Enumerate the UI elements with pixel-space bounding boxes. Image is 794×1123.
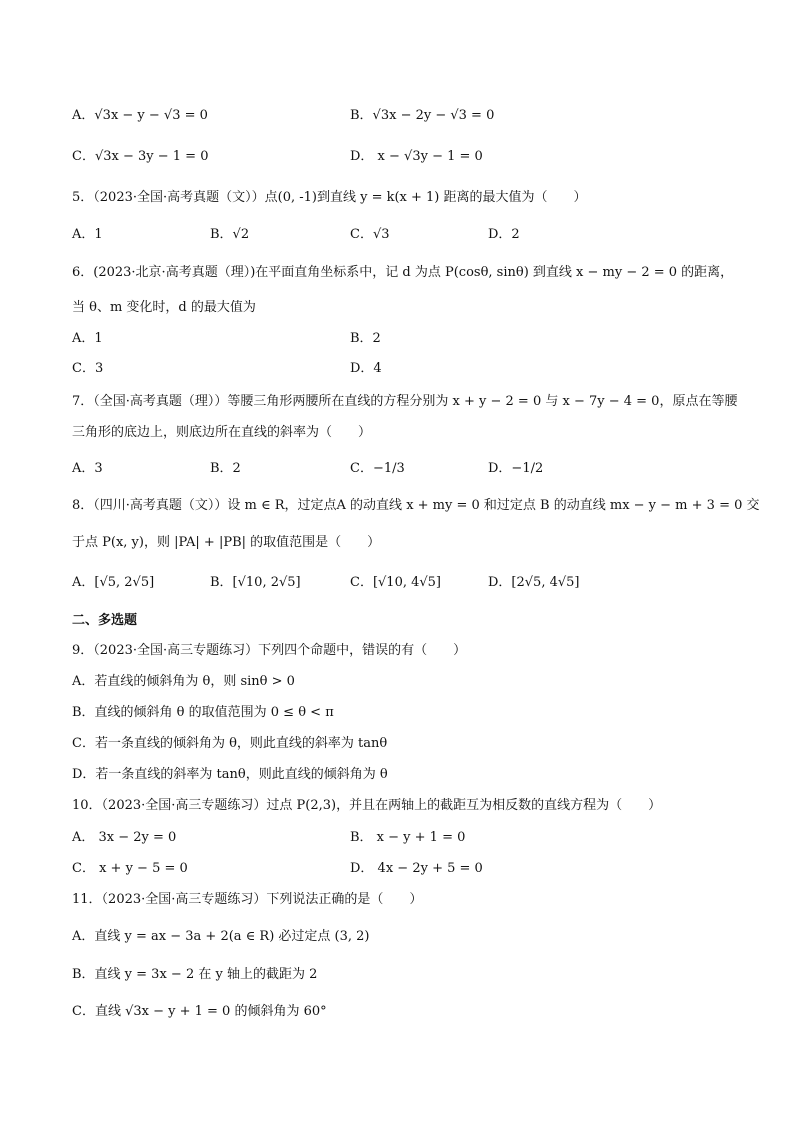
q5-option-d: D．2 — [488, 227, 520, 242]
q10-option-b: B． x − y + 1 = 0 — [350, 830, 466, 845]
q7-stem-line2: 三角形的底边上，则底边所在直线的斜率为（ ） — [72, 425, 372, 440]
q9-option-a: A．若直线的倾斜角为 θ，则 sinθ > 0 — [72, 674, 295, 689]
q10-stem: 10．（2023·全国·高三专题练习）过点 P(2,3)，并且在两轴上的截距互为相反数的直线方程为（ ） — [72, 798, 662, 813]
q6-option-c: C．3 — [72, 361, 104, 376]
q6-stem-line1: 6．(2023·北京·高考真题（理）)在平面直角坐标系中，记 d 为点 P(cosθ, sinθ) 到直线 x − my − 2 = 0 的距离， — [72, 265, 734, 280]
q11-stem: 11．（2023·全国·高三专题练习）下列说法正确的是（ ） — [72, 892, 423, 907]
q8-stem-line2: 于点 P(x, y)，则 |PA| + |PB| 的取值范围是（ ） — [72, 535, 381, 550]
q6-option-b: B．2 — [350, 331, 381, 346]
q5-stem: 5．（2023·全国·高考真题（文））点(0, -1)到直线 y = k(x + 1) 距离的最大值为（ ） — [72, 190, 587, 205]
q9-stem: 9．（2023·全国·高三专题练习）下列四个命题中，错误的有（ ） — [72, 643, 467, 658]
q8-option-d: D．[2√5, 4√5] — [488, 575, 580, 590]
q8-option-c: C．[√10, 4√5] — [350, 575, 442, 590]
q11-option-a: A．直线 y = ax − 3a + 2(a ∈ R) 必过定点 (3, 2) — [72, 929, 370, 944]
q4-option-b: B．√3x − 2y − √3 = 0 — [350, 108, 495, 123]
q4-option-d: D． x − √3y − 1 = 0 — [350, 149, 483, 164]
section-heading-multiple-choice: 二、多选题 — [72, 613, 138, 628]
q4-option-a: A．√3x − y − √3 = 0 — [72, 108, 208, 123]
q8-stem-line1: 8．（四川·高考真题（文））设 m ∈ R，过定点A 的动直线 x + my = 0 和过定点 B 的动直线 mx − y − m + 3 = 0 交 — [72, 498, 760, 513]
q10-option-c: C． x + y − 5 = 0 — [72, 861, 188, 876]
q5-option-c: C．√3 — [350, 227, 390, 242]
q6-stem-line2: 当 θ、m 变化时，d 的最大值为 — [72, 300, 256, 315]
q8-option-b: B．[√10, 2√5] — [210, 575, 301, 590]
q5-option-a: A．1 — [72, 227, 103, 242]
q9-option-b: B．直线的倾斜角 θ 的取值范围为 0 ≤ θ < π — [72, 705, 334, 720]
q7-stem-line1: 7．（全国·高考真题（理））等腰三角形两腰所在直线的方程分别为 x + y − 2 = 0 与 x − 7y − 4 = 0，原点在等腰 — [72, 394, 738, 409]
q5-option-b: B．√2 — [210, 227, 250, 242]
q7-option-d: D．−1/2 — [488, 461, 544, 476]
q6-option-a: A．1 — [72, 331, 103, 346]
q7-option-c: C．−1/3 — [350, 461, 405, 476]
q11-option-b: B．直线 y = 3x − 2 在 y 轴上的截距为 2 — [72, 967, 318, 982]
q11-option-c: C．直线 √3x − y + 1 = 0 的倾斜角为 60° — [72, 1004, 327, 1019]
q10-option-a: A． 3x − 2y = 0 — [72, 830, 177, 845]
q10-option-d: D． 4x − 2y + 5 = 0 — [350, 861, 483, 876]
q9-option-c: C．若一条直线的倾斜角为 θ，则此直线的斜率为 tanθ — [72, 736, 388, 751]
q4-option-c: C．√3x − 3y − 1 = 0 — [72, 149, 209, 164]
q7-option-b: B．2 — [210, 461, 241, 476]
q7-option-a: A．3 — [72, 461, 103, 476]
q9-option-d: D．若一条直线的斜率为 tanθ，则此直线的倾斜角为 θ — [72, 767, 388, 782]
q8-option-a: A．[√5, 2√5] — [72, 575, 155, 590]
q6-option-d: D．4 — [350, 361, 382, 376]
